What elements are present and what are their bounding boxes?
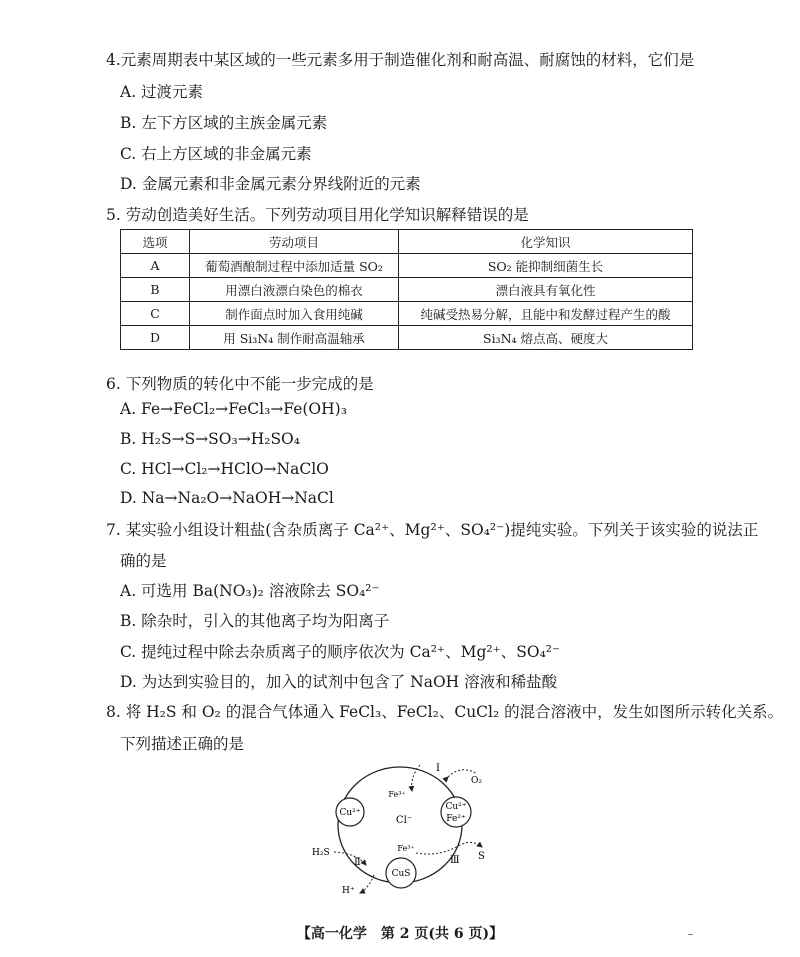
table-cell: Si₃N₄ 熔点高、硬度大 — [399, 326, 693, 350]
table-cell: B — [121, 278, 190, 302]
table-header: 选项 — [121, 230, 190, 254]
q6-option-a: A. Fe→FeCl₂→FeCl₃→Fe(OH)₃ — [120, 400, 347, 418]
h2s-label: H₂S — [312, 848, 330, 858]
table-cell: 纯碱受热易分解，且能中和发酵过程产生的酸 — [399, 302, 693, 326]
cus-label: CuS — [391, 869, 411, 879]
o2-label: O₂ — [471, 776, 482, 786]
corner-mark: – — [688, 929, 693, 940]
q6-option-d: D. Na→Na₂O→NaOH→NaCl — [120, 489, 334, 507]
page-footer: 【高一化学 第 2 页(共 6 页)】 — [296, 926, 504, 942]
q7-option-a: A. 可选用 Ba(NO₃)₂ 溶液除去 SO₄²⁻ — [120, 582, 380, 600]
q7-option-c: C. 提纯过程中除去杂质离子的顺序依次为 Ca²⁺、Mg²⁺、SO₄²⁻ — [120, 643, 561, 661]
table-cell: D — [121, 326, 190, 350]
q4-option-d: D. 金属元素和非金属元素分界线附近的元素 — [120, 175, 421, 193]
table-cell: 葡萄酒酿制过程中添加适量 SO₂ — [190, 254, 399, 278]
table-cell: A — [121, 254, 190, 278]
table-row — [121, 326, 693, 350]
cu-left-label: Cu²⁺ — [339, 808, 361, 818]
roman-3-label: Ⅲ — [450, 855, 460, 866]
arrow-to-s — [416, 842, 482, 854]
q8-stem-line1: 8. 将 H₂S 和 O₂ 的混合气体通入 FeCl₃、FeCl₂、CuCl₂ 的混合溶液中，发生如图所示转化关系。 — [106, 703, 784, 721]
q4-option-b: B. 左下方区域的主族金属元素 — [120, 114, 328, 132]
table-cell: 漂白液具有氧化性 — [399, 278, 693, 302]
reaction-cycle-diagram — [300, 755, 530, 905]
table-header: 化学知识 — [399, 230, 693, 254]
roman-1-label: Ⅰ — [436, 763, 440, 774]
q4-option-a: A. 过渡元素 — [120, 83, 204, 101]
table-row — [121, 278, 693, 302]
cl-center-label: Cl⁻ — [395, 815, 413, 826]
table-cell: 用 Si₃N₄ 制作耐高温轴承 — [190, 326, 399, 350]
cu-right-label: Cu²⁺ — [445, 802, 467, 812]
q4-option-c: C. 右上方区域的非金属元素 — [120, 145, 312, 163]
table-row — [121, 254, 693, 278]
fe3-bottom-label: Fe³⁺ — [397, 844, 415, 853]
h-plus-label: H⁺ — [342, 886, 355, 896]
q7-option-b: B. 除杂时，引入的其他离子均为阳离子 — [120, 612, 390, 630]
table-row — [121, 302, 693, 326]
table-cell: C — [121, 302, 190, 326]
table-header-row — [121, 230, 693, 254]
table-cell: 用漂白液漂白染色的棉衣 — [190, 278, 399, 302]
s-label: S — [478, 851, 485, 862]
q7-option-d: D. 为达到实验目的，加入的试剂中包含了 NaOH 溶液和稀盐酸 — [120, 673, 558, 691]
table-cell: 制作面点时加入食用纯碱 — [190, 302, 399, 326]
fe3-top-label: Fe³⁺ — [388, 790, 406, 799]
arrow-h-plus — [360, 875, 374, 893]
q7-stem-line2: 确的是 — [120, 552, 167, 570]
table-header: 劳动项目 — [190, 230, 399, 254]
q5-table — [120, 229, 693, 350]
q5-stem: 5. 劳动创造美好生活。下列劳动项目用化学知识解释错误的是 — [106, 206, 529, 224]
q6-stem: 6. 下列物质的转化中不能一步完成的是 — [106, 375, 374, 393]
q4-stem: 4.元素周期表中某区域的一些元素多用于制造催化剂和耐高温、耐腐蚀的材料，它们是 — [106, 51, 695, 69]
q6-option-b: B. H₂S→S→SO₃→H₂SO₄ — [120, 430, 300, 448]
q7-stem-line1: 7. 某实验小组设计粗盐(含杂质离子 Ca²⁺、Mg²⁺、SO₄²⁻)提纯实验。下列关于该实验的说法正 — [106, 521, 759, 539]
q6-option-c: C. HCl→Cl₂→HClO→NaClO — [120, 460, 329, 478]
fe-right-label: Fe²⁺ — [446, 814, 466, 824]
q8-stem-line2: 下列描述正确的是 — [120, 735, 245, 753]
roman-2-label: Ⅱ — [354, 857, 361, 868]
table-cell: SO₂ 能抑制细菌生长 — [399, 254, 693, 278]
